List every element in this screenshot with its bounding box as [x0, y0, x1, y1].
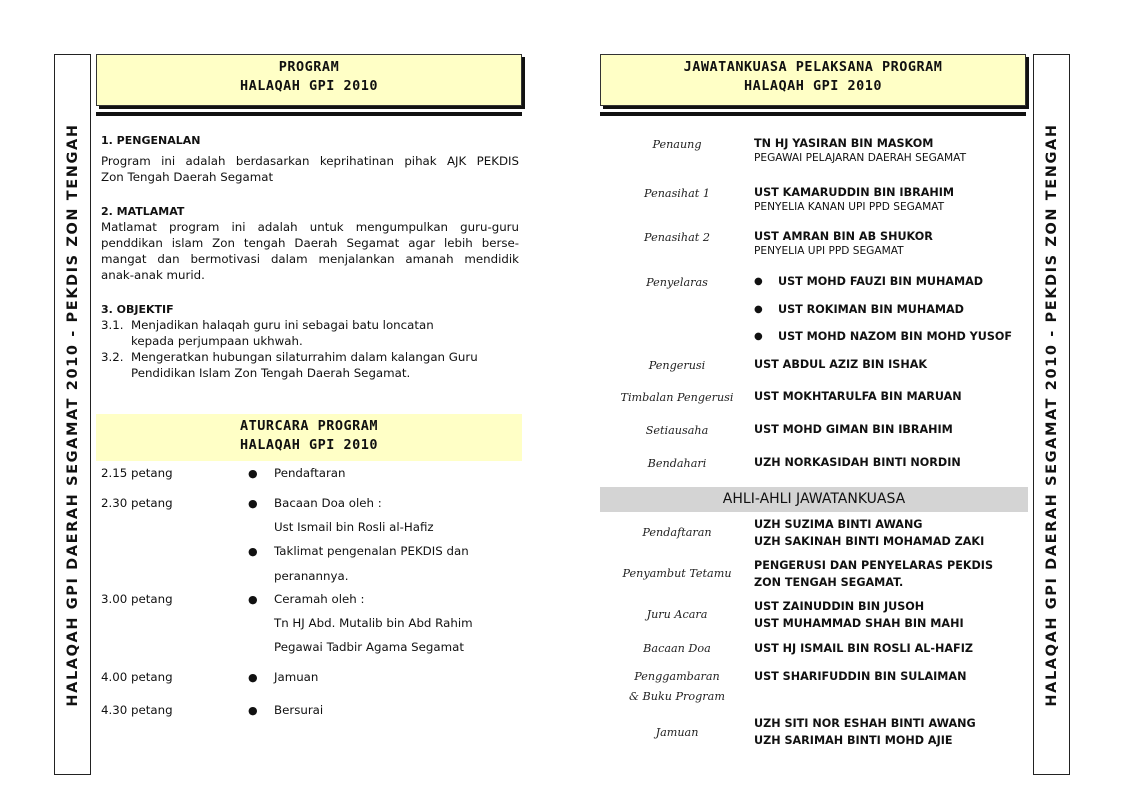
role-pengerusi: Pengerusi — [648, 359, 706, 372]
ahli-juruacara-1: UST ZAINUDDIN BIN JUSOH — [754, 600, 925, 613]
role-jamuan: Jamuan — [655, 726, 699, 739]
right-side-title: HALAQAH GPI DAERAH SEGAMAT 2010 - PEKDIS ZON TENGAH — [1043, 122, 1060, 707]
name-pengerusi: UST ABDUL AZIZ BIN ISHAK — [754, 358, 928, 371]
name-bendahari: UZH NORKASIDAH BINTI NORDIN — [754, 456, 961, 469]
ahli-juruacara-2: UST MUHAMMAD SHAH BIN MAHI — [754, 617, 964, 630]
committee-title-box — [600, 54, 1026, 106]
role-bacaan-doa: Bacaan Doa — [643, 642, 711, 655]
left-header-rule — [96, 112, 522, 116]
objektif-2-line2: Pendidikan Islam Zon Tengah Daerah Segamat. — [131, 366, 411, 380]
bullet-icon: ● — [248, 593, 258, 606]
name-timbalan-pengerusi: UST MOKHTARULFA BIN MARUAN — [754, 390, 962, 403]
bullet-icon: ● — [248, 671, 258, 684]
schedule-subitem: Pegawai Tadbir Agama Segamat — [274, 640, 464, 654]
schedule-item: Bersurai — [274, 703, 324, 717]
name-setiausaha: UST MOHD GIMAN BIN IBRAHIM — [754, 423, 953, 436]
name-penyelaras-2: UST ROKIMAN BIN MUHAMAD — [778, 303, 964, 316]
ahli-pendaftaran-1: UZH SUZIMA BINTI AWANG — [754, 518, 923, 531]
schedule-time: 4.30 petang — [101, 703, 173, 717]
program-title-box — [96, 54, 522, 106]
matlamat-line2: penddikan islam Zon tengah Daerah Segamat agar lebih berse- — [101, 236, 519, 250]
role-buku-program: & Buku Program — [629, 690, 725, 703]
program-title-line1: PROGRAM — [278, 59, 340, 75]
schedule-time: 2.15 petang — [101, 466, 173, 480]
schedule-subitem: Tn HJ Abd. Mutalib bin Abd Rahim — [274, 616, 473, 630]
committee-title-line1: JAWATANKUASA PELAKSANA PROGRAM — [683, 59, 943, 75]
role-pendaftaran: Pendaftaran — [642, 526, 712, 539]
matlamat-line3: mangat dan bermotivasi dalam menjalankan amanah mendidik — [101, 252, 519, 266]
role-juru-acara: Juru Acara — [646, 608, 708, 621]
objektif-heading: 3. OBJEKTIF — [101, 303, 174, 316]
left-side-title: HALAQAH GPI DAERAH SEGAMAT 2010 - PEKDIS ZON TENGAH — [64, 122, 81, 707]
name-penasihat-1: UST KAMARUDDIN BIN IBRAHIM — [754, 186, 955, 199]
right-header-rule — [600, 112, 1026, 116]
name-penaung: TN HJ YASIRAN BIN MASKOM — [754, 137, 934, 150]
schedule-item: Ceramah oleh : — [274, 592, 365, 606]
bullet-icon: ● — [248, 497, 258, 510]
objektif-num-1: 3.1. — [101, 318, 124, 332]
ahli-jamuan-1: UZH SITI NOR ESHAH BINTI AWANG — [754, 717, 976, 730]
committee-title-line2: HALAQAH GPI 2010 — [743, 78, 883, 94]
ahli-header: AHLI-AHLI JAWATANKUASA — [600, 487, 1028, 512]
name-penyelaras-1: UST MOHD FAUZI BIN MUHAMAD — [778, 275, 984, 288]
role-bendahari: Bendahari — [647, 457, 707, 470]
pengenalan-line1: Program ini adalah berdasarkan keprihatinan pihak AJK PEKDIS — [101, 154, 519, 168]
ahli-bacaandoa-1: UST HJ ISMAIL BIN ROSLI AL-HAFIZ — [754, 642, 973, 655]
post-penaung: PEGAWAI PELAJARAN DAERAH SEGAMAT — [754, 152, 967, 164]
role-setiausaha: Setiausaha — [645, 424, 709, 437]
schedule-subitem: Ust Ismail bin Rosli al-Hafiz — [274, 520, 434, 534]
schedule-item: Taklimat pengenalan PEKDIS dan — [274, 544, 469, 558]
matlamat-line4: anak-anak murid. — [101, 268, 205, 282]
left-side-banner — [54, 54, 91, 775]
bullet-icon: ● — [248, 704, 258, 717]
schedule-item: Jamuan — [274, 670, 319, 684]
schedule-time: 4.00 petang — [101, 670, 173, 684]
schedule-time: 2.30 petang — [101, 496, 173, 510]
ahli-jamuan-2: UZH SARIMAH BINTI MOHD AJIE — [754, 734, 953, 747]
objektif-num-2: 3.2. — [101, 350, 124, 364]
role-penasihat-1: Penasihat 1 — [644, 187, 710, 200]
objektif-1-line1: Menjadikan halaqah guru ini sebagai batu loncatan — [131, 318, 434, 332]
pengenalan-line2: Zon Tengah Daerah Segamat — [101, 170, 274, 184]
bullet-icon: ● — [754, 304, 763, 315]
ahli-penyambut-2: ZON TENGAH SEGAMAT. — [754, 576, 904, 589]
aturcara-title-band — [96, 414, 522, 461]
objektif-1-line2: kepada perjumpaan ukhwah. — [131, 334, 303, 348]
ahli-pendaftaran-2: UZH SAKINAH BINTI MOHAMAD ZAKI — [754, 535, 985, 548]
bullet-icon: ● — [754, 331, 763, 342]
schedule-item: Bacaan Doa oleh : — [274, 496, 382, 510]
program-title-line2: HALAQAH GPI 2010 — [239, 78, 379, 94]
bullet-icon: ● — [754, 276, 763, 287]
objektif-2-line1: Mengeratkan hubungan silaturrahim dalam kalangan Guru — [131, 350, 478, 364]
aturcara-title-line1: ATURCARA PROGRAM — [239, 418, 379, 434]
role-penaung: Penaung — [652, 138, 702, 151]
role-penggambaran: Penggambaran — [634, 670, 720, 683]
pengenalan-heading: 1. PENGENALAN — [101, 134, 201, 147]
bullet-icon: ● — [248, 467, 258, 480]
role-penyambut-tetamu: Penyambut Tetamu — [622, 567, 732, 580]
bullet-icon: ● — [248, 545, 258, 558]
post-penasihat-2: PENYELIA UPI PPD SEGAMAT — [754, 245, 904, 257]
right-side-banner — [1033, 54, 1070, 775]
aturcara-title-line2: HALAQAH GPI 2010 — [239, 437, 379, 453]
matlamat-line1: Matlamat program ini adalah untuk mengumpulkan guru-guru — [101, 220, 519, 234]
role-penasihat-2: Penasihat 2 — [644, 231, 710, 244]
schedule-item: Pendaftaran — [274, 466, 346, 480]
role-penyelaras: Penyelaras — [646, 276, 708, 289]
matlamat-heading: 2. MATLAMAT — [101, 205, 185, 218]
ahli-penyambut-1: PENGERUSI DAN PENYELARAS PEKDIS — [754, 559, 994, 572]
schedule-subitem: peranannya. — [274, 569, 349, 583]
name-penyelaras-3: UST MOHD NAZOM BIN MOHD YUSOF — [778, 330, 1013, 343]
role-timbalan-pengerusi: Timbalan Pengerusi — [620, 391, 734, 404]
ahli-penggambaran-1: UST SHARIFUDDIN BIN SULAIMAN — [754, 670, 967, 683]
name-penasihat-2: UST AMRAN BIN AB SHUKOR — [754, 230, 933, 243]
post-penasihat-1: PENYELIA KANAN UPI PPD SEGAMAT — [754, 201, 945, 213]
schedule-time: 3.00 petang — [101, 592, 173, 606]
